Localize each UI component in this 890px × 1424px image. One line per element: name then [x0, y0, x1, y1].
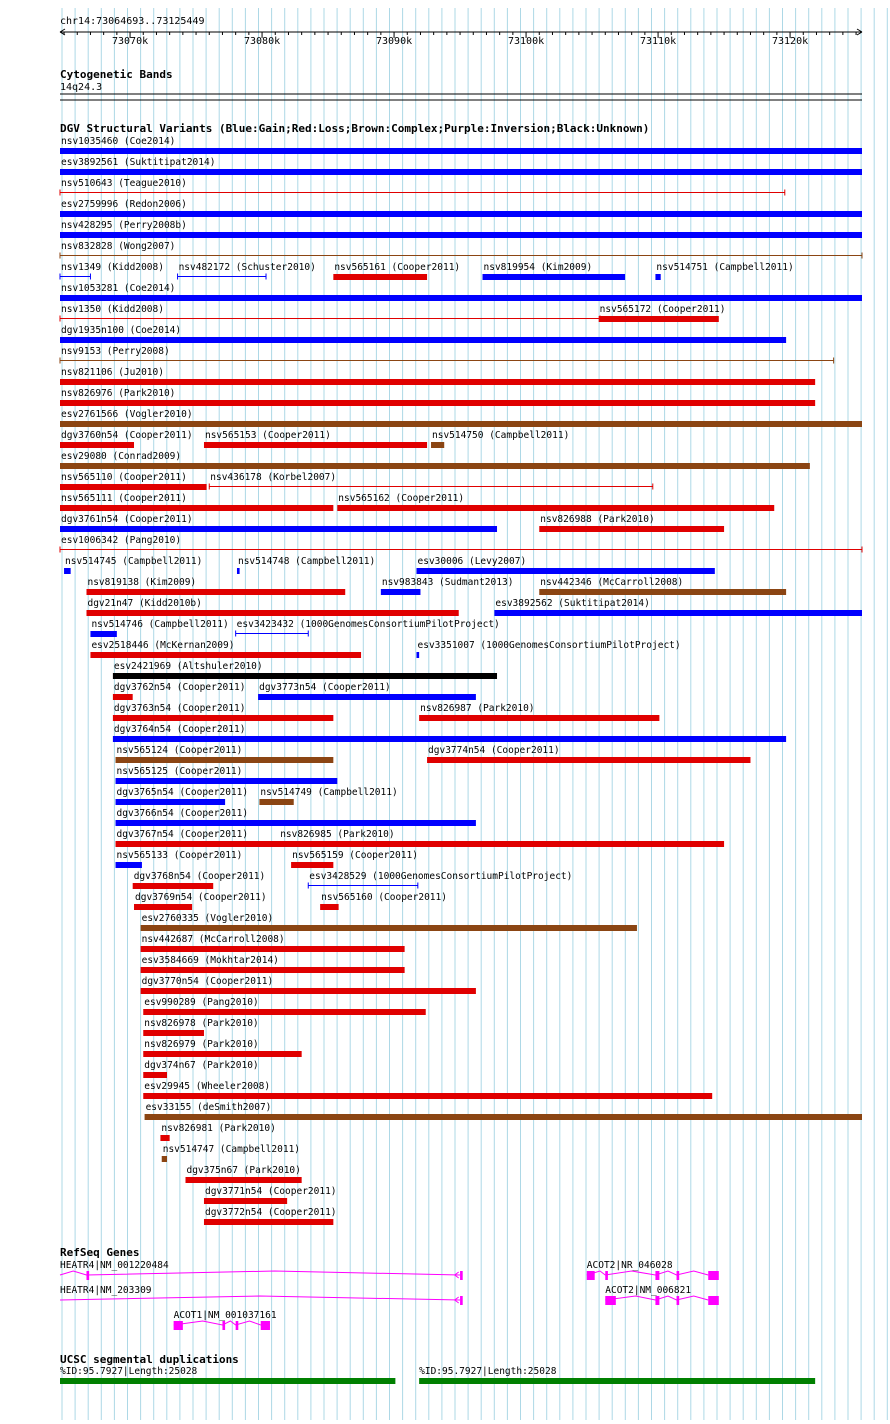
dgv-feature: [143, 1039, 301, 1057]
dgv-feature-bar: [204, 1198, 287, 1204]
dgv-feature-bar: [60, 526, 497, 532]
ruler-location: chr14:73064693..73125449: [60, 16, 205, 27]
segdup-feature-bar: [419, 1378, 815, 1384]
segdup-feature-label: %ID:95.7927|Length:25028: [60, 1366, 198, 1377]
dgv-feature-label: esv3892562 (Suktitipat2014): [495, 598, 650, 609]
dgv-feature-bar: [599, 316, 719, 322]
dgv-feature: [141, 955, 405, 973]
dgv-feature-bar: [133, 883, 214, 889]
dgv-feature-label: nsv1350 (Kidd2008): [61, 304, 164, 315]
dgv-feature-bar: [116, 841, 725, 847]
dgv-feature: [236, 619, 500, 637]
dgv-feature-label: nsv565133 (Cooper2011): [116, 850, 243, 861]
dgv-feature-label: nsv565110 (Cooper2011): [61, 472, 187, 483]
refseq-gene-exon: [605, 1271, 608, 1280]
dgv-feature-label: esv2760335 (Vogler2010): [141, 913, 274, 924]
dgv-feature-label: nsv1035460 (Coe2014): [61, 136, 176, 147]
dgv-feature: [204, 430, 427, 448]
refseq-gene-intron: [60, 1296, 460, 1300]
dgv-feature-bar: [494, 610, 862, 616]
dgv-feature: [178, 262, 316, 280]
dgv-feature-bar: [160, 1135, 169, 1141]
dgv-feature: [162, 1144, 300, 1162]
ruler-tick-label: 73070k: [111, 36, 149, 47]
dgv-feature-label: dgv3770n54 (Cooper2011): [141, 976, 274, 987]
dgv-feature: [60, 493, 333, 511]
dgv-feature: [86, 577, 345, 595]
dgv-feature-label: nsv565172 (Cooper2011): [599, 304, 726, 315]
refseq-gene-exon: [655, 1296, 659, 1305]
dgv-feature: [258, 682, 476, 700]
dgv-feature-bar: [113, 694, 133, 700]
dgv-feature-label: dgv21n47 (Kidd2010b): [87, 598, 202, 609]
dgv-feature-bar: [60, 442, 134, 448]
cytoband-label: 14q24.3: [60, 82, 103, 93]
dgv-feature: [116, 808, 476, 826]
dgv-feature: [204, 1186, 337, 1204]
dgv-feature-label: nsv565162 (Cooper2011): [338, 493, 465, 504]
dgv-feature-bar: [113, 736, 786, 742]
dgv-feature-bar: [90, 652, 361, 658]
dgv-feature-bar: [143, 1093, 712, 1099]
ruler-tick-label: 73110k: [640, 36, 677, 47]
dgv-feature-bar: [655, 274, 660, 280]
dgv-feature-label: dgv3763n54 (Cooper2011): [113, 703, 246, 714]
refseq-gene: [174, 1310, 277, 1330]
dgv-feature-bar: [427, 757, 750, 763]
refseq-gene-exon: [460, 1271, 463, 1280]
dgv-feature-label: nsv436178 (Korbel2007): [210, 472, 337, 483]
segdup-track-title: UCSC segmental duplications: [60, 1353, 239, 1366]
dgv-feature-label: dgv3761n54 (Cooper2011): [61, 514, 193, 525]
dgv-feature-label: nsv983843 (Sudmant2013): [381, 577, 514, 588]
dgv-feature: [141, 913, 637, 931]
dgv-feature-bar: [417, 568, 715, 574]
dgv-feature-label: esv29080 (Conrad2009): [61, 451, 182, 462]
dgv-feature: [60, 262, 164, 280]
refseq-gene-exon: [587, 1271, 595, 1280]
refseq-gene-label: HEATR4|NM_203309: [60, 1285, 152, 1296]
dgv-feature-label: nsv821106 (Ju2010): [61, 367, 164, 378]
dgv-feature-label: nsv514745 (Campbell2011): [65, 556, 203, 567]
dgv-feature-label: esv2759996 (Redon2006): [61, 199, 187, 210]
dgv-feature-bar: [337, 505, 774, 511]
dgv-feature-bar: [204, 1219, 333, 1225]
dgv-feature: [291, 850, 418, 868]
dgv-feature: [308, 871, 572, 889]
dgv-feature: [143, 1081, 712, 1099]
dgv-feature-label: nsv565124 (Cooper2011): [116, 745, 243, 756]
dgv-feature-bar: [60, 421, 862, 427]
dgv-feature-label: nsv826988 (Park2010): [540, 514, 655, 525]
dgv-feature: [259, 787, 397, 805]
dgv-feature-label: nsv565111 (Cooper2011): [61, 493, 187, 504]
dgv-feature-bar: [258, 694, 476, 700]
dgv-feature-label: esv3892561 (Suktitipat2014): [61, 157, 216, 168]
dgv-feature-bar: [116, 820, 476, 826]
dgv-feature: [60, 430, 193, 448]
dgv-feature: [143, 1060, 258, 1078]
dgv-feature-bar: [60, 148, 862, 154]
dgv-feature: [60, 220, 862, 238]
dgv-feature-label: nsv514751 (Campbell2011): [656, 262, 794, 273]
dgv-feature-label: dgv3771n54 (Cooper2011): [204, 1186, 337, 1197]
segdup-feature-bar: [60, 1378, 395, 1384]
ruler-tick-label: 73100k: [508, 36, 545, 47]
dgv-feature-bar: [333, 274, 427, 280]
dgv-feature-label: nsv514748 (Campbell2011): [237, 556, 376, 567]
dgv-feature-bar: [60, 295, 862, 301]
dgv-feature-bar: [60, 484, 207, 490]
dgv-feature-label: nsv514750 (Campbell2011): [432, 430, 570, 441]
dgv-feature-bar: [60, 463, 810, 469]
refseq-gene-exon: [677, 1296, 680, 1305]
dgv-feature-label: dgv374n67 (Park2010): [144, 1060, 259, 1071]
dgv-feature-bar: [141, 967, 405, 973]
dgv-feature-bar: [60, 400, 815, 406]
refseq-gene-label: ACOT1|NM_001037161: [173, 1310, 277, 1321]
refseq-gene-label: ACOT2|NM_006821: [605, 1285, 692, 1296]
refseq-gene-exon: [460, 1296, 463, 1305]
dgv-feature: [116, 787, 249, 805]
dgv-feature-bar: [116, 799, 226, 805]
dgv-feature-label: nsv514749 (Campbell2011): [260, 787, 398, 798]
dgv-feature-label: esv3351007 (1000GenomesConsortiumPilotProject): [417, 640, 681, 651]
dgv-feature-label: esv3584669 (Mokhtar2014): [141, 955, 279, 966]
ruler-ticks: [64, 32, 856, 47]
dgv-feature-bar: [145, 1114, 862, 1120]
dgv-feature-bar: [431, 442, 444, 448]
dgv-feature-label: esv1006342 (Pang2010): [61, 535, 182, 546]
dgv-feature-label: dgv3762n54 (Cooper2011): [113, 682, 246, 693]
dgv-feature-bar: [320, 904, 338, 910]
dgv-feature: [539, 514, 724, 532]
dgv-feature-bar: [86, 589, 345, 595]
dgv-feature: [419, 703, 659, 721]
dgv-feature: [60, 535, 862, 553]
dgv-feature: [599, 304, 726, 322]
dgv-feature-label: nsv1053281 (Coe2014): [61, 283, 176, 294]
refseq-gene-intron: [174, 1321, 261, 1325]
refseq-gene-exon: [605, 1296, 616, 1305]
dgv-feature: [145, 1102, 862, 1120]
dgv-feature-label: nsv442346 (McCarroll2008): [540, 577, 684, 588]
dgv-feature: [113, 724, 786, 742]
dgv-feature: [60, 388, 815, 406]
dgv-feature-bar: [141, 946, 405, 952]
dgv-feature-label: nsv514746 (Campbell2011): [91, 619, 229, 630]
dgv-feature: [185, 1165, 301, 1183]
dgv-feature-label: nsv832828 (Wong2007): [61, 241, 176, 252]
refseq-gene-exon: [708, 1296, 719, 1305]
dgv-feature-bar: [60, 379, 815, 385]
dgv-feature-bar: [417, 652, 420, 658]
dgv-feature-bar: [141, 988, 476, 994]
refseq-gene: [605, 1285, 719, 1305]
dgv-feature-label: dgv3769n54 (Cooper2011): [135, 892, 267, 903]
dgv-feature: [60, 304, 600, 322]
dgv-feature: [90, 640, 361, 658]
dgv-feature: [381, 577, 514, 595]
dgv-feature-label: nsv826978 (Park2010): [144, 1018, 259, 1029]
dgv-feature: [60, 409, 862, 427]
dgv-feature-bar: [381, 589, 421, 595]
refseq-gene-exon: [222, 1321, 225, 1330]
dgv-feature-label: dgv3766n54 (Cooper2011): [116, 808, 249, 819]
refseq-gene-intron: [60, 1271, 460, 1275]
dgv-feature-label: nsv565161 (Cooper2011): [334, 262, 461, 273]
dgv-feature: [431, 430, 569, 448]
dgv-feature: [320, 892, 447, 910]
dgv-feature-bar: [116, 757, 334, 763]
dgv-feature: [60, 178, 785, 196]
dgv-feature-label: esv990289 (Pang2010): [144, 997, 259, 1008]
dgv-feature-bar: [237, 568, 240, 574]
dgv-feature: [141, 976, 476, 994]
dgv-feature-label: dgv3767n54 (Cooper2011): [116, 829, 249, 840]
dgv-feature-label: dgv375n67 (Park2010): [186, 1165, 301, 1176]
dgv-feature-bar: [113, 715, 333, 721]
dgv-feature: [116, 850, 243, 868]
dgv-feature-label: nsv565160 (Cooper2011): [321, 892, 447, 903]
dgv-feature-bar: [60, 337, 786, 343]
dgv-feature: [113, 703, 333, 721]
dgv-feature: [60, 346, 834, 364]
dgv-feature: [116, 745, 334, 763]
segdup-feature: [60, 1366, 395, 1384]
dgv-feature: [60, 514, 497, 532]
dgv-feature-bar: [143, 1051, 301, 1057]
segdup-feature-label: %ID:95.7927|Length:25028: [419, 1366, 557, 1377]
refseq-gene-exon: [708, 1271, 719, 1280]
cytoband-track-title: Cytogenetic Bands: [60, 68, 173, 81]
dgv-feature: [141, 934, 405, 952]
dgv-feature: [417, 556, 715, 574]
dgv-feature: [113, 661, 497, 679]
refseq-gene-exon: [236, 1321, 239, 1330]
dgv-feature-bar: [60, 505, 333, 511]
dgv-feature-label: nsv442687 (McCarroll2008): [141, 934, 285, 945]
dgv-feature-bar: [483, 274, 626, 280]
dgv-feature-label: nsv565153 (Cooper2011): [204, 430, 331, 441]
dgv-feature: [337, 493, 774, 511]
dgv-feature-label: nsv9153 (Perry2008): [61, 346, 170, 357]
ruler-tick-label: 73080k: [243, 36, 281, 47]
dgv-feature: [60, 325, 786, 343]
dgv-feature-bar: [113, 673, 497, 679]
dgv-feature: [60, 157, 862, 175]
dgv-feature-label: esv33155 (deSmith2007): [145, 1102, 272, 1113]
dgv-feature-label: dgv3764n54 (Cooper2011): [113, 724, 246, 735]
dgv-feature-bar: [116, 778, 338, 784]
dgv-feature-bar: [64, 568, 71, 574]
ruler-tick-label: 73090k: [375, 36, 413, 47]
dgv-feature-bar: [539, 589, 786, 595]
refseq-gene-exon: [655, 1271, 659, 1280]
dgv-feature-bar: [141, 925, 637, 931]
dgv-feature-bar: [143, 1072, 167, 1078]
dgv-feature-label: nsv514747 (Campbell2011): [162, 1144, 301, 1155]
refseq-gene-exon: [86, 1271, 89, 1280]
dgv-feature-label: nsv819954 (Kim2009): [483, 262, 593, 273]
dgv-feature-label: nsv826985 (Park2010): [280, 829, 395, 840]
dgv-feature-label: esv2421969 (Altshuler2010): [113, 661, 263, 672]
dgv-feature: [204, 1207, 337, 1225]
dgv-feature-bar: [143, 1030, 204, 1036]
dgv-feature-label: nsv565159 (Cooper2011): [292, 850, 418, 861]
refseq-gene: [587, 1260, 719, 1280]
segdup-feature: [419, 1366, 815, 1384]
dgv-feature: [116, 766, 338, 784]
dgv-feature-bar: [90, 631, 116, 637]
dgv-feature-bar: [279, 841, 282, 847]
dgv-feature-bar: [86, 610, 458, 616]
refseq-gene-exon: [174, 1321, 183, 1330]
dgv-feature-label: nsv565125 (Cooper2011): [116, 766, 243, 777]
dgv-feature: [333, 262, 460, 280]
dgv-feature-bar: [259, 799, 293, 805]
refseq-track-title: RefSeq Genes: [60, 1246, 140, 1259]
dgv-feature: [134, 892, 267, 910]
dgv-feature: [427, 745, 750, 763]
dgv-feature-label: nsv510643 (Teague2010): [61, 178, 187, 189]
dgv-feature-bar: [204, 442, 427, 448]
dgv-feature: [113, 682, 246, 700]
dgv-feature-label: nsv826976 (Park2010): [61, 388, 176, 399]
dgv-feature: [60, 472, 207, 490]
dgv-feature-bar: [60, 211, 862, 217]
dgv-feature-label: nsv826981 (Park2010): [161, 1123, 276, 1134]
refseq-gene-intron: [587, 1271, 708, 1275]
dgv-feature-label: dgv3774n54 (Cooper2011): [428, 745, 560, 756]
dgv-feature-bar: [539, 526, 724, 532]
dgv-feature: [60, 199, 862, 217]
dgv-feature-bar: [134, 904, 192, 910]
refseq-gene-exon: [261, 1321, 270, 1330]
dgv-feature-bar: [60, 232, 862, 238]
refseq-gene-exon: [677, 1271, 680, 1280]
dgv-feature-label: esv3428529 (1000GenomesConsortiumPilotProject): [309, 871, 573, 882]
dgv-feature: [64, 556, 202, 574]
dgv-feature-label: nsv826979 (Park2010): [144, 1039, 259, 1050]
ruler-tick-label: 73120k: [772, 36, 809, 47]
dgv-feature: [539, 577, 786, 595]
dgv-feature-bar: [162, 1156, 167, 1162]
segdup-features: [60, 1366, 815, 1384]
dgv-feature-label: dgv3765n54 (Cooper2011): [116, 787, 249, 798]
dgv-feature-label: esv29945 (Wheeler2008): [144, 1081, 271, 1092]
dgv-feature: [60, 451, 810, 469]
dgv-feature-label: nsv819138 (Kim2009): [87, 577, 197, 588]
dgv-feature-label: esv30006 (Levy2007): [417, 556, 527, 567]
dgv-feature: [655, 262, 793, 280]
dgv-feature: [143, 1018, 258, 1036]
dgv-feature: [60, 367, 815, 385]
dgv-feature-label: dgv3760n54 (Cooper2011): [61, 430, 193, 441]
dgv-feature-label: dgv1935n100 (Coe2014): [61, 325, 182, 336]
dgv-feature-bar: [291, 862, 333, 868]
refseq-gene-label: ACOT2|NR_046028: [586, 1260, 673, 1271]
dgv-feature-label: nsv428295 (Perry2008b): [61, 220, 187, 231]
refseq-gene-label: HEATR4|NM_001220484: [60, 1260, 169, 1271]
dgv-feature-bar: [60, 169, 862, 175]
dgv-feature: [483, 262, 626, 280]
dgv-feature-bar: [185, 1177, 301, 1183]
dgv-feature-bar: [419, 715, 659, 721]
dgv-feature-label: nsv482172 (Schuster2010): [178, 262, 316, 273]
dgv-feature: [417, 640, 681, 658]
dgv-feature-label: esv2518446 (McKernan2009): [91, 640, 235, 651]
dgv-feature-label: nsv826987 (Park2010): [420, 703, 535, 714]
dgv-feature-label: dgv3772n54 (Cooper2011): [204, 1207, 337, 1218]
dgv-feature-label: nsv1349 (Kidd2008): [61, 262, 164, 273]
dgv-feature-bar: [143, 1009, 425, 1015]
dgv-feature-label: esv3423432 (1000GenomesConsortiumPilotProject): [236, 619, 500, 630]
dgv-feature-bar: [116, 862, 142, 868]
dgv-feature-label: dgv3773n54 (Cooper2011): [259, 682, 391, 693]
dgv-feature: [116, 829, 725, 847]
dgv-feature-label: esv2761566 (Vogler2010): [61, 409, 193, 420]
dgv-feature: [237, 556, 375, 574]
dgv-feature-label: dgv3768n54 (Cooper2011): [133, 871, 266, 882]
dgv-feature: [90, 619, 228, 637]
segdup-track[interactable]: [60, 1353, 815, 1384]
dgv-track-title: DGV Structural Variants (Blue:Gain;Red:Loss;Brown:Complex;Purple:Inversion;Black:Unknown): [60, 122, 650, 135]
